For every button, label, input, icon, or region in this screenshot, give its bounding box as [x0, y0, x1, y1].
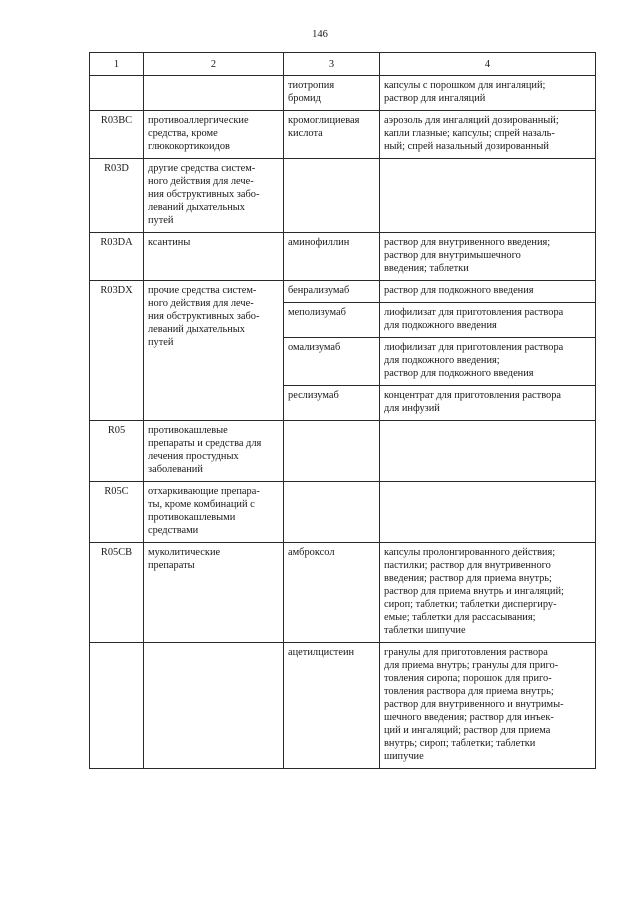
form-line: концентрат для приготовления раствора: [384, 390, 562, 401]
atc-code-cell: R05: [90, 421, 144, 482]
group-cell: [144, 76, 284, 111]
form-line: внутрь; сироп; таблетки; таблетки: [384, 738, 536, 749]
dosage-forms-cell: [380, 233, 596, 281]
form-line: таблетки шипучие: [384, 625, 466, 636]
form-line: емые; таблетки для рассасывания;: [384, 612, 536, 623]
table-row: [90, 233, 596, 281]
form-line: раствор для внутримышечного: [384, 250, 521, 261]
drug-line: омализумаб: [288, 342, 341, 353]
group-line: средствами: [148, 525, 199, 536]
form-line: товления сиропа; порошок для приго-: [384, 673, 552, 684]
group-cell: [144, 111, 284, 159]
drug-line: кромоглициевая: [288, 115, 360, 126]
form-line: капли глазные; капсулы; спрей назаль-: [384, 128, 555, 139]
drug-cell: [284, 233, 380, 281]
group-line: средства, кроме: [148, 128, 218, 139]
table-row: [90, 159, 596, 233]
drug-line: тиотропия: [288, 80, 335, 91]
column-header-4: 4: [380, 53, 596, 76]
column-header-1: 1: [90, 53, 144, 76]
group-line: ты, кроме комбинаций с: [148, 499, 255, 510]
drug-cell: [284, 281, 380, 303]
drug-line: ацетилцистеин: [288, 647, 355, 658]
column-header-2: 2: [144, 53, 284, 76]
drug-line: реслизумаб: [288, 390, 339, 401]
group-line: препараты и средства для: [148, 438, 262, 449]
form-line: для подкожного введения: [384, 320, 497, 331]
table-row: [90, 421, 596, 482]
dosage-forms-cell: [380, 303, 596, 338]
form-line: раствор для внутривенного и внутримы-: [384, 699, 564, 710]
atc-code-cell: R03BC: [90, 111, 144, 159]
group-line: отхаркивающие препара-: [148, 486, 260, 497]
table-row: [90, 281, 596, 303]
form-line: раствор для приема внутрь и ингаляций;: [384, 586, 564, 597]
drug-line: кислота: [288, 128, 323, 139]
drug-cell: [284, 338, 380, 386]
group-line: прочие средства систем-: [148, 285, 257, 296]
atc-code-cell: R03DA: [90, 233, 144, 281]
table-row: [90, 543, 596, 643]
group-line: путей: [148, 337, 174, 348]
atc-code-cell: [90, 76, 144, 111]
form-line: раствор для подкожного введения: [384, 285, 534, 296]
group-line: ксантины: [148, 237, 191, 248]
drug-cell: [284, 303, 380, 338]
form-line: гранулы для приготовления раствора: [384, 647, 548, 658]
column-header-row: [90, 53, 596, 76]
form-line: ций и ингаляций; раствор для приема: [384, 725, 551, 736]
group-line: противокашлевые: [148, 425, 228, 436]
drug-cell: [284, 159, 380, 233]
form-line: для приема внутрь; гранулы для приго-: [384, 660, 559, 671]
dosage-forms-cell: [380, 338, 596, 386]
drug-cell: [284, 386, 380, 421]
group-line: путей: [148, 215, 174, 226]
drug-cell: [284, 643, 380, 769]
group-cell: [144, 421, 284, 482]
dosage-forms-cell: [380, 643, 596, 769]
atc-code-cell: R05C: [90, 482, 144, 543]
atc-code-cell: R03DX: [90, 281, 144, 421]
form-line: товления раствора для приема внутрь;: [384, 686, 554, 697]
drug-cell: [284, 76, 380, 111]
group-line: леваний дыхательных: [148, 324, 245, 335]
group-cell: [144, 482, 284, 543]
group-line: заболеваний: [148, 464, 203, 475]
drug-line: меполизумаб: [288, 307, 346, 318]
drug-line: бромид: [288, 93, 321, 104]
page-number: 146: [312, 29, 328, 40]
drug-table: [89, 52, 596, 769]
column-header-3: 3: [284, 53, 380, 76]
group-cell: [144, 643, 284, 769]
atc-code-cell: R03D: [90, 159, 144, 233]
form-line: пастилки; раствор для внутривенного: [384, 560, 551, 571]
dosage-forms-cell: [380, 482, 596, 543]
drug-cell: [284, 543, 380, 643]
form-line: введения; таблетки: [384, 263, 469, 274]
drug-cell: [284, 482, 380, 543]
group-line: препараты: [148, 560, 195, 571]
atc-code-cell: R05CB: [90, 543, 144, 643]
table-row: [90, 482, 596, 543]
group-cell: [144, 543, 284, 643]
form-line: лиофилизат для приготовления раствора: [384, 307, 564, 318]
dosage-forms-cell: [380, 386, 596, 421]
drug-cell: [284, 421, 380, 482]
group-line: ния обструктивных забо-: [148, 189, 260, 200]
table-row: [90, 643, 596, 769]
dosage-forms-cell: [380, 159, 596, 233]
form-line: введения; раствор для приема внутрь;: [384, 573, 552, 584]
group-line: другие средства систем-: [148, 163, 256, 174]
group-line: муколитические: [148, 547, 221, 558]
form-line: шечного введения; раствор для инъек-: [384, 712, 554, 723]
atc-code-cell: [90, 643, 144, 769]
dosage-forms-cell: [380, 421, 596, 482]
form-line: для инфузий: [384, 403, 440, 414]
group-line: ного действия для лече-: [148, 298, 254, 309]
group-cell: [144, 281, 284, 421]
group-line: противоаллергические: [148, 115, 249, 126]
table-body: [90, 53, 596, 769]
dosage-forms-cell: [380, 76, 596, 111]
group-cell: [144, 159, 284, 233]
form-line: раствор для внутривенного введения;: [384, 237, 551, 248]
form-line: для подкожного введения;: [384, 355, 500, 366]
group-line: ного действия для лече-: [148, 176, 254, 187]
table-row: [90, 111, 596, 159]
form-line: лиофилизат для приготовления раствора: [384, 342, 564, 353]
form-line: ный; спрей назальный дозированный: [384, 141, 549, 152]
table-row: [90, 76, 596, 111]
dosage-forms-cell: [380, 543, 596, 643]
drug-cell: [284, 111, 380, 159]
form-line: шипучие: [384, 751, 424, 762]
drug-line: аминофиллин: [288, 237, 350, 248]
form-line: аэрозоль для ингаляций дозированный;: [384, 115, 559, 126]
form-line: раствор для подкожного введения: [384, 368, 534, 379]
form-line: капсулы с порошком для ингаляций;: [384, 80, 546, 91]
drug-line: бенрализумаб: [288, 285, 350, 296]
drug-line: амброксол: [288, 547, 335, 558]
form-line: сироп; таблетки; таблетки диспергиру-: [384, 599, 557, 610]
dosage-forms-cell: [380, 111, 596, 159]
group-line: противокашлевыми: [148, 512, 236, 523]
group-cell: [144, 233, 284, 281]
form-line: раствор для ингаляций: [384, 93, 486, 104]
dosage-forms-cell: [380, 281, 596, 303]
form-line: капсулы пролонгированного действия;: [384, 547, 556, 558]
group-line: леваний дыхательных: [148, 202, 245, 213]
group-line: ния обструктивных забо-: [148, 311, 260, 322]
group-line: лечения простудных: [148, 451, 239, 462]
group-line: глюкокортикоидов: [148, 141, 230, 152]
